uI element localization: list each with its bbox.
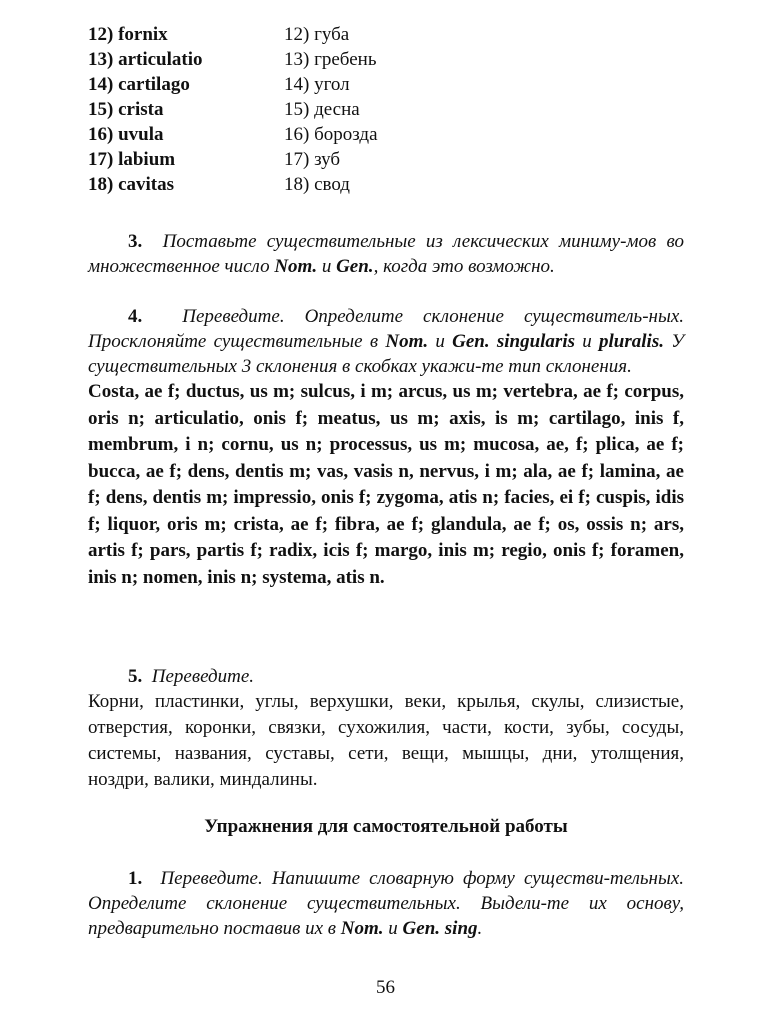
russian-term: 16) борозда [284,124,378,145]
vocab-row [88,147,688,172]
russian-term: 15) десна [284,99,360,120]
russian-term: 14) угол [284,74,350,95]
exercise-text: Переведите. Определите склонение существитель-ных. Просклоняйте существительные в [88,306,684,352]
exercise-5 [88,664,684,793]
exercise-4 [88,304,684,591]
exercise-instruction [88,664,684,689]
exercise-instruction [88,304,684,379]
russian-word-list: Корни, пластинки, углы, верхушки, веки, крылья, скулы, слизистые, отверстия, коронки, связки, сухожилия, части, кости, зубы, сосуды, системы, названия, суставы, сети, вещи, мышцы, дни, утолщения, ноздри, валики, миндалины. [88,691,684,790]
exercise-text: Переведите. [151,666,255,687]
latin-term: 13) articulatio [88,49,203,70]
section-heading: Упражнения для самостоятельной работы [204,816,568,837]
latin-term: 15) crista [88,99,164,120]
latin-term: 14) cartilago [88,74,190,95]
exercise-number: 5. [128,666,143,687]
vocab-row [88,72,688,97]
exercise-text: и [383,918,403,939]
case-term: Nom. [385,331,429,352]
exercise-text: Поставьте существительные из лексических миниму-мов во множественное число [88,231,685,277]
exercise-number: 4. [128,306,143,327]
case-term: Gen. singularis [452,331,575,352]
vocab-row [88,47,688,72]
russian-term: 17) зуб [284,149,341,170]
latin-word-list: Costa, ae f; ductus, us m; sulcus, i m; arcus, us m; vertebra, ae f; corpus, oris n; articulatio, onis f; meatus, us m; axis, is m; cartilago, inis f, membrum, i n; cornu, us n; processus, us m; mucosa, ae, f; plica, ae f; bucca, ae f; dens, dentis m; vas, vasis n, nervus, i m; ala, ae f; lamina, ae f; dens, dentis m; impressio, onis f; zygoma, atis n; facies, ei f; cuspis, idis f; liquor, oris m; crista, ae f; fibra, ae f; glandula, ae f; os, ossis n; ars, artis f; pars, partis f; radix, icis f; margo, inis m; regio, onis f; foramen, inis n; nomen, inis n; systema, atis n. [88,381,684,588]
page-number: 56 [376,977,395,998]
case-term: Gen. [336,256,374,277]
vocab-row [88,22,688,47]
latin-term: 12) fornix [88,24,168,45]
vocab-row [88,97,688,122]
case-term: Gen. sing [402,918,478,939]
self-exercise-1 [88,866,684,941]
russian-term: 12) губа [284,24,350,45]
case-term: Nom. [274,256,318,277]
exercise-number: 3. [128,231,143,252]
exercise-text: и [575,331,600,352]
vocab-row [88,172,688,197]
exercise-text: и [317,256,337,277]
vocab-row [88,122,688,147]
case-term: pluralis. [599,331,664,352]
case-term: Nom. [340,918,384,939]
russian-term: 13) гребень [284,49,377,70]
latin-term: 18) cavitas [88,174,175,195]
exercise-number: 1. [128,868,143,889]
exercise-text: , когда это возможно. [373,256,555,277]
exercise-text: Переведите. Напишите словарную форму существи-тельных. Определите склонение существительных. Выдели-те их основу, предварительно поставив их в [88,868,685,939]
latin-term: 16) uvula [88,124,164,145]
exercise-text: . [477,918,483,939]
exercise-text: и [428,331,453,352]
russian-term: 18) свод [284,174,350,195]
exercise-text: У существительных 3 склонения в скобках укажи-те тип склонения. [88,331,685,377]
exercise-3 [88,229,684,279]
latin-term: 17) labium [88,149,176,170]
vocabulary-list [88,22,688,197]
